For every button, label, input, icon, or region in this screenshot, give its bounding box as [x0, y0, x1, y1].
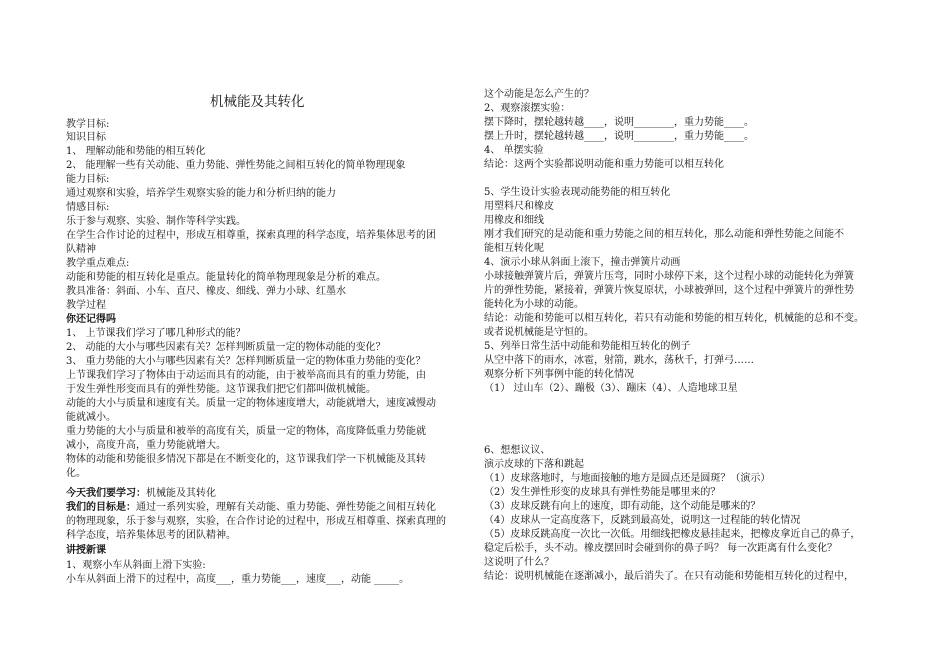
text-line: 动能的大小与质量和速度有关。质量一定的物体速度增大，动能就增大，速度减慢动 [66, 398, 436, 409]
text-line: 1、观察小车从斜面上滑下实验: [66, 560, 206, 571]
text-line: 的物理现象，乐于参与观察，实验，在合作讨论的过程中，形成互相尊重、探索真理的 [66, 516, 446, 527]
text-line [66, 488, 216, 500]
text-line: 1、 理解动能和势能的相互转化 [66, 146, 206, 157]
bold-lead: 我们的目标是： [66, 502, 136, 513]
text-line: 观察分析下列事例中能的转化情况 [484, 369, 634, 380]
line-rest: 通过一系列实验，理解有关动能、重力势能、弹性势能之间相互转化 [136, 502, 436, 513]
text-line: 从空中落下的雨水，冰雹，射箭，跳水，荡秋千，打弹弓…… [484, 355, 754, 366]
text-line: 摆上升时，摆轮越转越____，说明________，重力势能____。 [484, 131, 754, 142]
bold-lead: 今天我们要学习： [66, 488, 146, 499]
text-line: 教具准备：斜面、小车、直尺、橡皮、细线、弹力小球、红墨水 [66, 286, 346, 297]
text-line: 4、演示小球从斜面上滚下，撞击弹簧片动画 [484, 257, 681, 268]
text-line: 摆下降时，摆轮越转越____，说明________，重力势能____。 [484, 117, 754, 128]
text-line: 刚才我们研究的是动能和重力势能之间的相互转化，那么动能和弹性势能之间能不 [484, 229, 844, 240]
text-line: 3、 重力势能的大小与哪些因素有关？怎样判断质量一定的物体重力势能的变化？ [66, 356, 426, 367]
text-line: 这说明了什么？ [484, 557, 554, 568]
line-rest: 机械能及其转化 [146, 488, 216, 499]
text-line: 讲授新课 [66, 545, 106, 556]
text-line: 1、 上节课我们学习了哪几种形式的能？ [66, 328, 246, 339]
text-line: 教学目标: [66, 119, 110, 130]
text-line: 2、 动能的大小与哪些因素有关？怎样判断质量一定的物体动能的变化？ [66, 342, 386, 353]
text-line: 用橡皮和细线 [484, 215, 544, 226]
text-line: 结论：这两个实验都说明动能和重力势能可以相互转化 [484, 159, 724, 170]
text-line: 知识目标 [66, 132, 106, 143]
text-line: 重力势能的大小与质量和被举的高度有关，质量一定的物体，高度降低重力势能就 [66, 426, 426, 437]
text-line: 用塑料尺和橡皮 [484, 201, 554, 212]
text-line: 5、列举日常生活中动能和势能相互转化的例子 [484, 341, 691, 352]
text-line: 能转化为小球的动能。 [484, 299, 584, 310]
text-line: 能相互转化呢 [484, 243, 544, 254]
text-line: 于发生弹性形变而具有的弹性势能。这节课我们把它们都叫做机械能。 [66, 384, 376, 395]
text-line: 上节课我们学习了物体由于动运而具有的动能，由于被举高而具有的重力势能，由 [66, 370, 426, 381]
text-line: 减小，高度升高，重力势能就增大。 [66, 440, 226, 451]
text-line: 通过观察和实验，培养学生观察实验的能力和分析归纳的能力 [66, 188, 336, 199]
text-line: 乐于参与观察、实验、制作等科学实践。 [66, 216, 246, 227]
text-line: 4、 单摆实验 [484, 145, 544, 156]
text-line: 化。 [66, 468, 86, 479]
text-line: 你还记得吗 [66, 314, 116, 325]
text-line: 结论：动能和势能可以相互转化，若只有动能和势能的相互转化，机械能的总和不变。 [484, 313, 864, 324]
text-line: 稳定后松手，头不动。橡皮摆回时会碰到你的鼻子吗？ 每一次距离有什么变化？ [484, 543, 838, 554]
text-line: 结论：说明机械能在逐渐减小，最后消失了。在只有动能和势能相互转化的过程中， [484, 571, 854, 582]
text-line: （2）发生弹性形变的皮球具有弹性势能是哪里来的？ [484, 487, 721, 498]
text-line: 在学生合作讨论的过程中，形成互相尊重，探索真理的科学态度，培养集体思考的团 [66, 230, 436, 241]
text-line: （1）皮球落地时，与地面接触的地方是圆点还是圆斑？（演示） [484, 473, 771, 484]
text-line [66, 502, 436, 514]
text-line: 能就减小。 [66, 412, 116, 423]
page-title: 机械能及其转化 [210, 94, 305, 110]
text-line: 科学态度，培养集体思考的团队精神。 [66, 530, 236, 541]
text-line: 队精神 [66, 244, 96, 255]
text-line: 或者说机械能是守恒的。 [484, 327, 594, 338]
text-line: 片的弹性势能，紧接着，弹簧片恢复原状，小球被弹回，这个过程中弹簧片的弹性势 [484, 285, 854, 296]
text-line: 小车从斜面上滑下的过程中，高度___，重力势能___，速度___，动能 _____。 [66, 574, 410, 585]
text-line: （1） 过山车（2）、蹦极（3）、蹦床（4）、人造地球卫星 [484, 383, 738, 394]
text-line: 演示皮球的下落和跳起 [484, 459, 584, 470]
text-line: 能力目标: [66, 174, 110, 185]
text-line: 教学过程 [66, 300, 106, 311]
text-line: 教学重点难点: [66, 258, 130, 269]
text-line: （3）皮球反跳有向上的速度，即有动能，这个动能是哪来的？ [484, 501, 761, 512]
text-line: 这个动能是怎么产生的？ [484, 89, 594, 100]
text-line: （4）皮球从一定高度落下，反跳到最高处，说明这一过程能的转化情况 [484, 515, 801, 526]
text-line: 2、观察滚摆实验： [484, 103, 571, 114]
text-line: （5）皮球反跳高度一次比一次低。用细线把橡皮悬挂起来，把橡皮拿近自己的鼻子， [484, 529, 861, 540]
text-line: 5、学生设计实验表现动能势能的相互转化 [484, 187, 671, 198]
text-line: 小球接触弹簧片后，弹簧片压弯，同时小球停下来，这个过程小球的动能转化为弹簧 [484, 271, 854, 282]
text-line: 动能和势能的相互转化是重点。能量转化的简单物理现象是分析的难点。 [66, 272, 386, 283]
text-line: 物体的动能和势能很多情况下都是在不断变化的，这节课我们学一下机械能及其转 [66, 454, 426, 465]
text-line: 情感目标: [66, 202, 110, 213]
text-line: 2、 能理解一些有关动能、重力势能、弹性势能之间相互转化的简单物理现象 [66, 160, 406, 171]
text-line: 6、想想议议、 [484, 445, 551, 456]
